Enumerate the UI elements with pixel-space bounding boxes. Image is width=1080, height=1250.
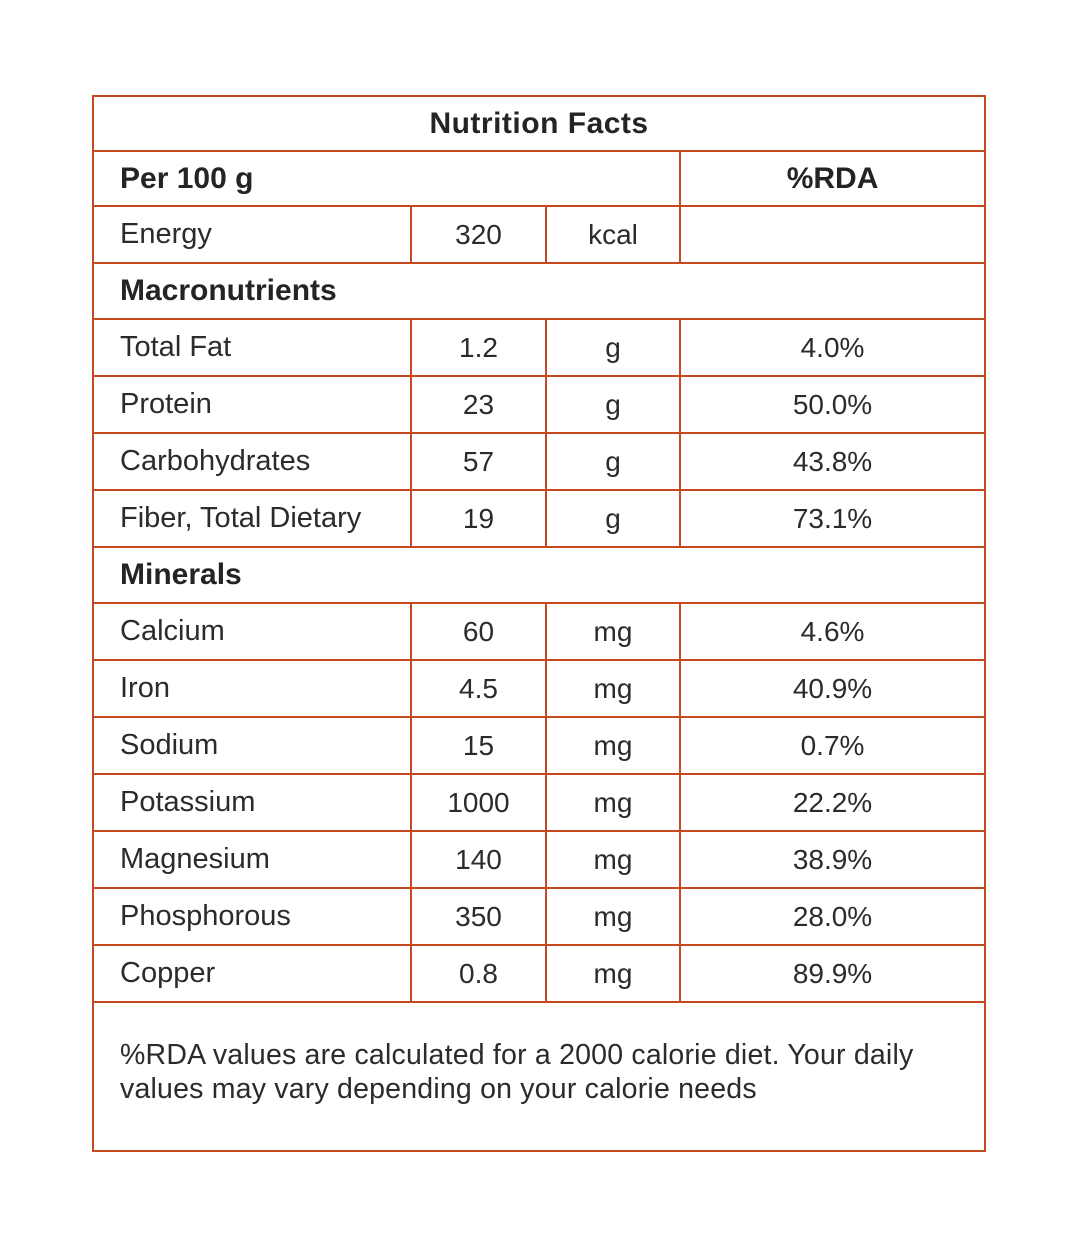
nutrient-label: Sodium: [93, 717, 411, 774]
nutrient-unit: mg: [546, 888, 680, 945]
nutrient-rda: 28.0%: [680, 888, 985, 945]
table-row-calcium: [93, 603, 985, 660]
nutrient-value: 23: [411, 376, 546, 433]
nutrient-value: 15: [411, 717, 546, 774]
nutrient-unit: kcal: [546, 206, 680, 263]
nutrient-unit: g: [546, 376, 680, 433]
table-row-magnesium: [93, 831, 985, 888]
nutrient-rda: 89.9%: [680, 945, 985, 1002]
table-row-phosphorous: [93, 888, 985, 945]
table-row-fiber: [93, 490, 985, 547]
nutrient-unit: g: [546, 490, 680, 547]
rda-footnote-row: [93, 1002, 985, 1151]
nutrient-unit: mg: [546, 603, 680, 660]
nutrient-rda: 4.6%: [680, 603, 985, 660]
nutrient-value: 1000: [411, 774, 546, 831]
rda-footnote: %RDA values are calculated for a 2000 calorie diet. Your daily values may vary depending on your calorie needs: [93, 1002, 985, 1151]
nutrient-value: 140: [411, 831, 546, 888]
nutrient-label: Magnesium: [93, 831, 411, 888]
nutrient-label: Fiber, Total Dietary: [93, 490, 411, 547]
nutrition-facts-table: [92, 95, 986, 1152]
nutrient-rda-empty: [680, 206, 985, 263]
table-title: Nutrition Facts: [93, 96, 985, 151]
nutrient-value: 4.5: [411, 660, 546, 717]
nutrient-label: Protein: [93, 376, 411, 433]
nutrient-value: 0.8: [411, 945, 546, 1002]
section-header-macronutrients: [93, 263, 985, 319]
nutrient-value: 19: [411, 490, 546, 547]
nutrient-unit: mg: [546, 945, 680, 1002]
table-row-total-fat: [93, 319, 985, 376]
nutrient-rda: 50.0%: [680, 376, 985, 433]
nutrient-label: Potassium: [93, 774, 411, 831]
section-heading: Minerals: [93, 547, 985, 603]
section-header-minerals: [93, 547, 985, 603]
nutrient-label: Total Fat: [93, 319, 411, 376]
table-row-sodium: [93, 717, 985, 774]
serving-size-label: Per 100 g: [93, 151, 680, 206]
table-row-potassium: [93, 774, 985, 831]
nutrient-value: 320: [411, 206, 546, 263]
nutrient-value: 350: [411, 888, 546, 945]
nutrient-unit: g: [546, 433, 680, 490]
nutrient-unit: mg: [546, 831, 680, 888]
section-heading: Macronutrients: [93, 263, 985, 319]
rda-column-header: %RDA: [680, 151, 985, 206]
nutrient-label: Iron: [93, 660, 411, 717]
nutrient-rda: 73.1%: [680, 490, 985, 547]
nutrient-label: Calcium: [93, 603, 411, 660]
nutrient-rda: 22.2%: [680, 774, 985, 831]
table-row-copper: [93, 945, 985, 1002]
table-title-row: [93, 96, 985, 151]
nutrient-unit: g: [546, 319, 680, 376]
nutrient-label: Copper: [93, 945, 411, 1002]
nutrient-rda: 4.0%: [680, 319, 985, 376]
table-header-row: [93, 151, 985, 206]
nutrient-label: Carbohydrates: [93, 433, 411, 490]
nutrient-value: 57: [411, 433, 546, 490]
nutrient-rda: 43.8%: [680, 433, 985, 490]
table-row-iron: [93, 660, 985, 717]
nutrient-label: Energy: [93, 206, 411, 263]
nutrient-label: Phosphorous: [93, 888, 411, 945]
nutrient-rda: 38.9%: [680, 831, 985, 888]
nutrient-rda: 0.7%: [680, 717, 985, 774]
nutrient-unit: mg: [546, 660, 680, 717]
table-row-protein: [93, 376, 985, 433]
table-row-energy: [93, 206, 985, 263]
nutrient-rda: 40.9%: [680, 660, 985, 717]
nutrient-unit: mg: [546, 774, 680, 831]
table-row-carbohydrates: [93, 433, 985, 490]
nutrient-value: 60: [411, 603, 546, 660]
nutrient-unit: mg: [546, 717, 680, 774]
nutrient-value: 1.2: [411, 319, 546, 376]
